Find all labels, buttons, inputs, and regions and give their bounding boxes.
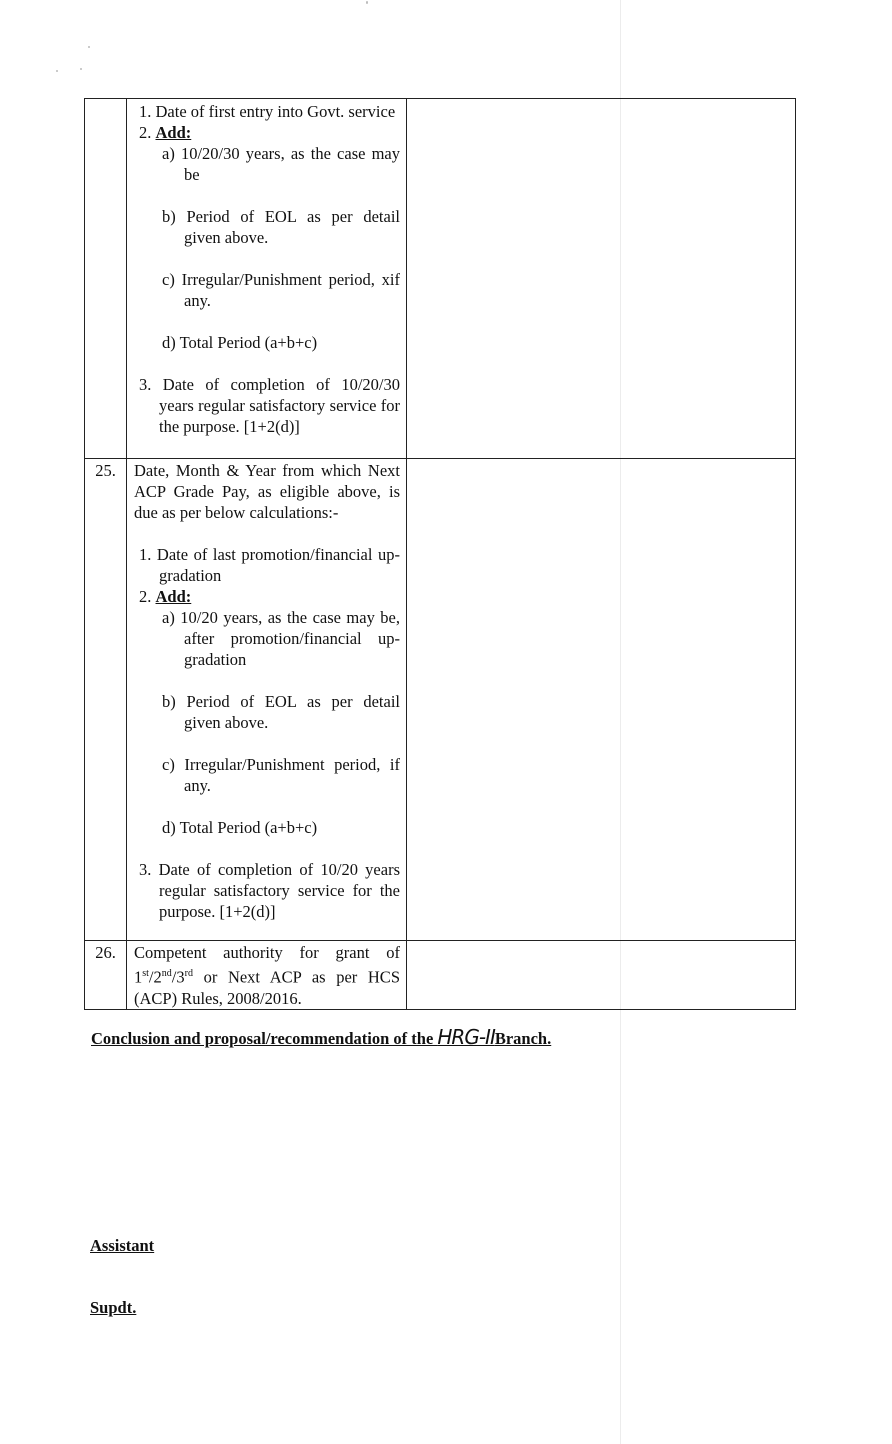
row-number [85, 99, 127, 459]
item-b: b) Period of EOL as per detail given above. [162, 692, 400, 732]
row-intro: Date, Month & Year from which Next ACP Grade Pay, as eligible above, is due as per below calculations:- [134, 461, 400, 522]
handwritten-branch: HRG-II [437, 1025, 495, 1049]
item-completion: 3. Date of completion of 10/20/30 years regular satisfactory service for the purpose. [1+2(d)] [139, 375, 400, 436]
row-number: 26. [85, 941, 127, 1010]
item-b: b) Period of EOL as per detail given above. [162, 207, 400, 247]
conclusion-heading: Conclusion and proposal/recommendation of the HRG-IIBranch. [91, 1025, 552, 1049]
item-c: c) Irregular/Punishment period, if any. [162, 755, 400, 795]
add-label: Add: [155, 123, 192, 142]
acp-form-table [84, 98, 796, 1010]
scan-speck [88, 46, 90, 48]
row-description [127, 99, 407, 459]
row-value [407, 941, 796, 1010]
scan-speck [366, 1, 368, 4]
item-completion: 3. Date of completion of 10/20 years regular satisfactory service for the purpose. [1+2(d)] [139, 860, 400, 921]
supdt-signature-label: Supdt. [90, 1298, 137, 1317]
item-first-entry: 1. Date of first entry into Govt. service [139, 102, 396, 121]
item-add: 2. Add: [139, 123, 192, 142]
item-a: a) 10/20 years, as the case may be, after promotion/financial up-gradation [162, 608, 400, 669]
competent-authority-text: Competent authority for grant of 1st/2nd/3rd or Next ACP as per HCS (ACP) Rules, 2008/2016. [134, 943, 400, 1008]
table-row [85, 459, 796, 941]
row-value [407, 99, 796, 459]
row-value [407, 459, 796, 941]
item-d: d) Total Period (a+b+c) [162, 333, 318, 352]
item-c: c) Irregular/Punishment period, xif any. [162, 270, 400, 310]
item-last-promotion: 1. Date of last promotion/financial up-gradation [139, 545, 400, 585]
item-d: d) Total Period (a+b+c) [162, 818, 318, 837]
table-row [85, 99, 796, 459]
table-row [85, 941, 796, 1010]
item-a: a) 10/20/30 years, as the case may be [162, 144, 400, 184]
add-label: Add: [155, 587, 192, 606]
row-description [127, 459, 407, 941]
scan-speck [56, 70, 58, 72]
item-add: 2. Add: [139, 587, 192, 606]
scan-speck [80, 68, 82, 70]
assistant-signature-label: Assistant [90, 1236, 155, 1255]
row-number: 25. [85, 459, 127, 941]
row-description [127, 941, 407, 1010]
